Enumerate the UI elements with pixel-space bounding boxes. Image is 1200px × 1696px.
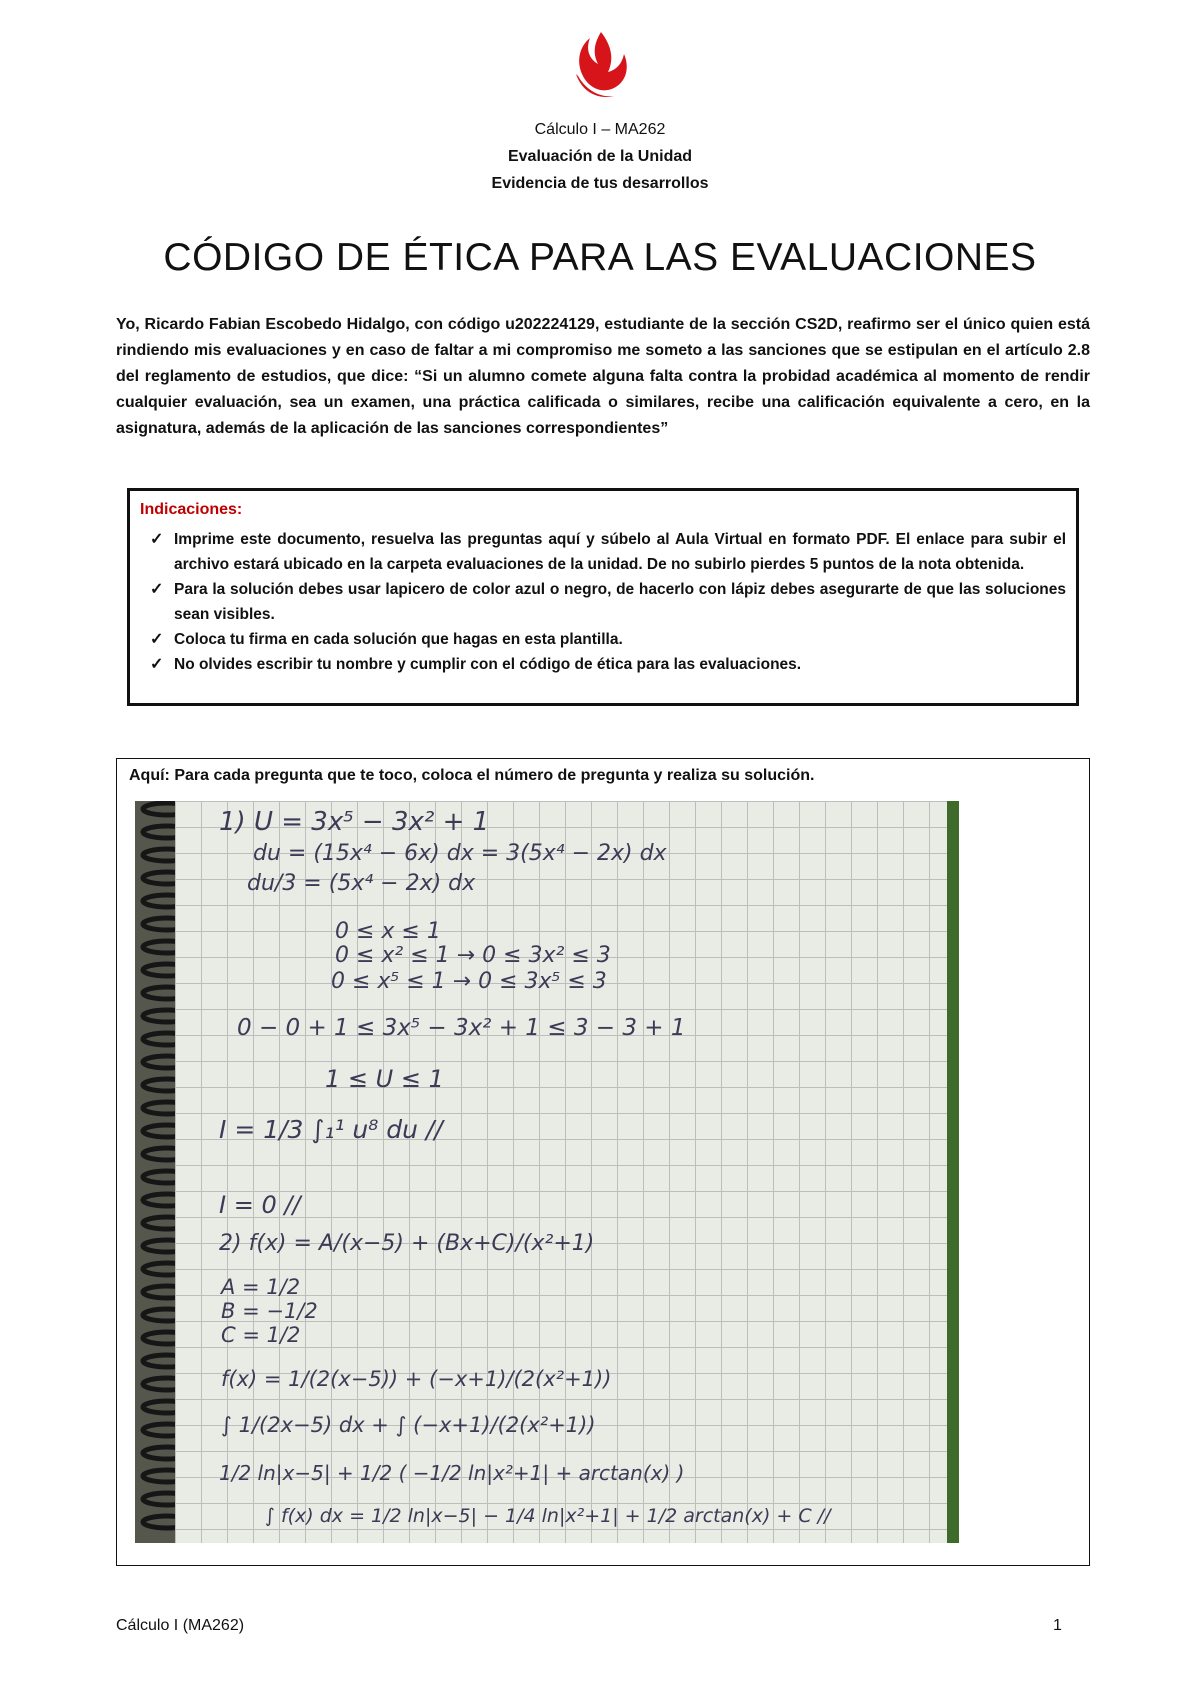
handwriting-line: 1) U = 3x⁵ − 3x² + 1 xyxy=(219,807,490,837)
handwriting-line: 0 ≤ x⁵ ≤ 1 → 0 ≤ 3x⁵ ≤ 3 xyxy=(331,969,607,994)
handwriting-line: f(x) = 1/(2(x−5)) + (−x+1)/(2(x²+1)) xyxy=(221,1367,612,1391)
handwriting-line: 0 − 0 + 1 ≤ 3x⁵ − 3x² + 1 ≤ 3 − 3 + 1 xyxy=(237,1015,686,1041)
list-item xyxy=(140,527,1066,577)
handwriting-line: 2) f(x) = A/(x−5) + (Bx+C)/(x²+1) xyxy=(219,1231,595,1256)
indications-title: Indicaciones: xyxy=(140,501,243,518)
check-icon: ✓ xyxy=(150,631,164,648)
page-title: CÓDIGO DE ÉTICA PARA LAS EVALUACIONES xyxy=(163,236,1037,279)
list-item xyxy=(140,652,1066,677)
handwriting-line: du/3 = (5x⁴ − 2x) dx xyxy=(247,871,476,896)
indications-list xyxy=(140,527,1066,677)
ethics-statement: Yo, Ricardo Fabian Escobedo Hidalgo, con código u202224129, estudiante de la sección CS2D, reafirmo ser el único quien está rindiendo mis evaluaciones y en caso de faltar a mi compromiso me someto a las sanciones que se estipulan en el artículo 2.8 del reglamento de estudios, que dice: “Si un alumno comete alguna falta contra la probidad académica al momento de rendir cualquier evaluación, sea un examen, una práctica calificada o similares, recibe una calificación equivalente a cero, en la asignatura, además de la aplicación de las sanciones correspondientes” xyxy=(116,316,1090,437)
list-item xyxy=(140,577,1066,627)
handwriting-line: C = 1/2 xyxy=(221,1323,301,1347)
handwriting-line: I = 0 // xyxy=(219,1191,301,1219)
handwriting-line: I = 1/3 ∫₁¹ u⁸ du // xyxy=(219,1115,443,1144)
list-item xyxy=(140,627,1066,652)
handwriting-line: du = (15x⁴ − 6x) dx = 3(5x⁴ − 2x) dx xyxy=(253,841,667,866)
indication-text: Para la solución debes usar lapicero de color azul o negro, de hacerlo con lápiz debes asegurarte de que las soluciones sean visibles. xyxy=(174,581,1066,623)
indication-text: No olvides escribir tu nombre y cumplir con el código de ética para las evaluaciones. xyxy=(174,656,802,673)
evaluation-title: Evaluación de la Unidad xyxy=(507,148,693,165)
handwritten-solution-photo xyxy=(135,801,959,1543)
check-icon: ✓ xyxy=(150,581,164,598)
evidence-title: Evidencia de tus desarrollos xyxy=(491,175,709,192)
handwriting-line: 0 ≤ x² ≤ 1 → 0 ≤ 3x² ≤ 3 xyxy=(335,943,611,968)
handwriting-line: ∫ 1/(2x−5) dx + ∫ (−x+1)/(2(x²+1)) xyxy=(221,1413,596,1437)
handwriting-line: 0 ≤ x ≤ 1 xyxy=(335,919,441,944)
check-icon: ✓ xyxy=(150,656,164,673)
answer-instructions: Aquí: Para cada pregunta que te toco, coloca el número de pregunta y realiza su solución. xyxy=(129,767,815,784)
indications-box xyxy=(127,488,1079,706)
handwriting-line: B = −1/2 xyxy=(221,1299,318,1323)
page-number: 1 xyxy=(1053,1617,1062,1634)
handwriting-line: 1 ≤ U ≤ 1 xyxy=(325,1065,444,1093)
indication-text: Coloca tu firma en cada solución que hagas en esta plantilla. xyxy=(174,631,623,648)
grid-paper xyxy=(175,801,947,1543)
course-name: Cálculo I – MA262 xyxy=(534,121,666,138)
footer-course: Cálculo I (MA262) xyxy=(116,1617,245,1634)
handwriting-line: A = 1/2 xyxy=(221,1275,301,1299)
indication-text: Imprime este documento, resuelva las preguntas aquí y súbelo al Aula Virtual en formato PDF. El enlace para subir el archivo estará ubicado en la carpeta evaluaciones de la unidad. De no subirlo pierdes 5 puntos de la nota obtenida. xyxy=(174,531,1066,573)
upc-logo-icon xyxy=(568,30,634,100)
document-header xyxy=(0,116,1200,197)
handwriting-line: ∫ f(x) dx = 1/2 ln|x−5| − 1/4 ln|x²+1| + 1/2 arctan(x) + C // xyxy=(265,1505,831,1527)
handwriting-line: 1/2 ln|x−5| + 1/2 ( −1/2 ln|x²+1| + arctan(x) ) xyxy=(219,1461,685,1485)
answer-box xyxy=(116,758,1090,1566)
check-icon: ✓ xyxy=(150,531,164,548)
